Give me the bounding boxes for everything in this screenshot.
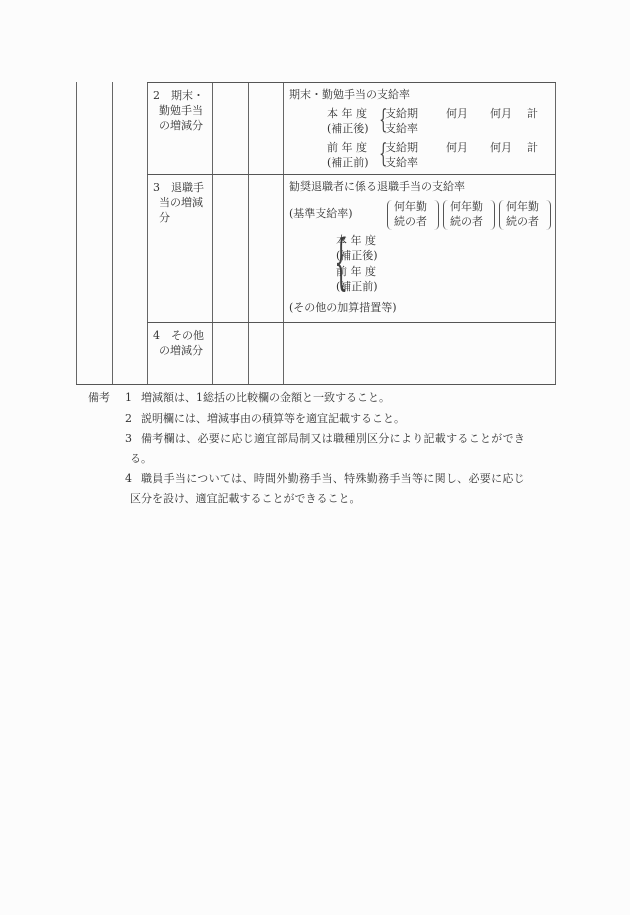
note-text: 職員手当については、時間外勤務手当、特殊勤務手当等に関し、必要に応じ [141,472,525,485]
years-header: 続の者 [450,215,483,228]
col-line-3 [147,82,148,384]
note-number: 3 [125,432,132,445]
note-text: 区分を設け、適宜記載することができること。 [130,492,361,505]
explanation-title: 期末・勤勉手当の支給率 [289,88,410,101]
year-label: (補正前) [336,280,378,293]
total-label: 計 [527,141,538,154]
month-label: 何月 [446,107,468,120]
col-line-2 [112,82,113,384]
row-line-top [147,82,556,83]
col-line-4 [212,82,213,384]
year-label: (補正前) [327,156,369,169]
month-label: 何月 [490,141,512,154]
other-measures-label: (その他の加算措置等) [289,301,397,314]
item-line: 分 [159,211,170,224]
years-header: 続の者 [506,215,539,228]
year-label: (補正後) [336,249,378,262]
total-label: 計 [527,107,538,120]
years-header: 何年勤 [450,200,483,213]
line-label: 支給期 [385,141,418,154]
col-line-5 [248,82,249,384]
explanation-title: 勧奨退職者に係る退職手当の支給率 [289,180,465,193]
row-line-2 [147,174,556,175]
note-text: る。 [130,452,152,465]
years-header: 続の者 [394,215,427,228]
note-text: 増減額は、1総括の比較欄の金額と一致すること。 [141,391,390,404]
col-line-7 [555,82,556,384]
note-number: 1 [125,391,132,404]
col-line-1 [76,82,77,384]
notes-label: 備考 [88,391,110,404]
brace-icon: { [334,227,348,297]
item-line: 3 退職手 [153,181,204,194]
year-label: 前 年 度 [327,141,367,154]
month-label: 何月 [446,141,468,154]
year-label: 前 年 度 [336,265,376,278]
years-header: 何年勤 [506,200,539,213]
line-label: 支給率 [385,156,418,169]
item-line: 4 その他 [153,329,204,342]
year-label: (補正後) [327,122,369,135]
year-label: 本 年 度 [336,234,376,247]
note-number: 4 [125,472,132,485]
note-text: 説明欄には、増減事由の積算等を適宜記載すること。 [141,412,405,425]
year-label: 本 年 度 [327,107,367,120]
month-label: 何月 [490,107,512,120]
line-label: 支給率 [385,122,418,135]
brace-icon: { [379,139,388,169]
item-line: 当の増減 [159,196,203,209]
note-number: 2 [125,412,132,425]
item-line: 勤勉手当 [159,104,203,117]
col-line-6 [283,82,284,384]
brace-icon: { [379,105,388,135]
row-line-3 [147,322,556,323]
item-line: 2 期末・ [153,89,204,102]
item-line: の増減分 [159,119,203,132]
row-line-bottom [76,384,556,385]
item-line: の増減分 [159,344,203,357]
base-rate-label: (基準支給率) [289,207,353,220]
years-header: 何年勤 [394,200,427,213]
note-text: 備考欄は、必要に応じ適宜部局制又は職種別区分により記載することができ [141,432,526,445]
line-label: 支給期 [385,107,418,120]
